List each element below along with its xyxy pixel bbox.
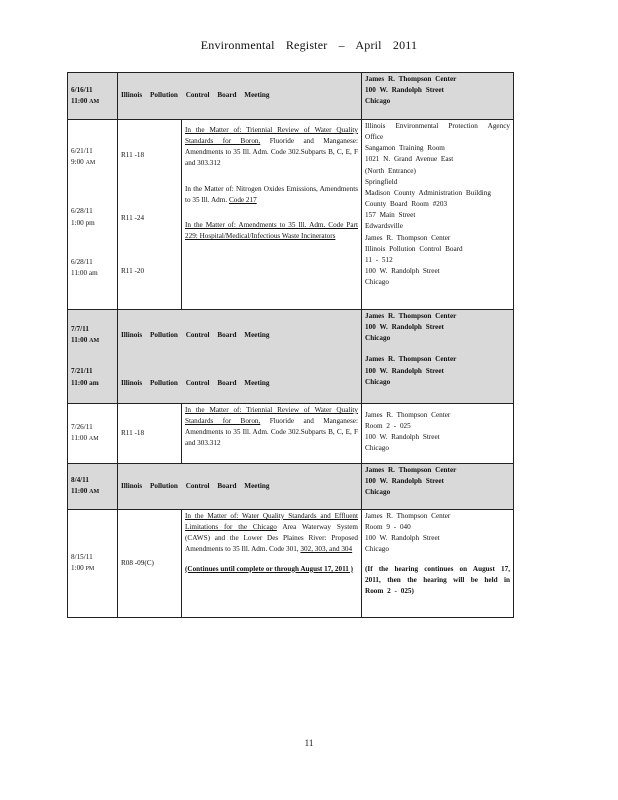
matter-cell: In the Matter of: Triennial Review of Water Quality Standards for Boron, Fluoride and Manganese: Amendments to 35 Ill. Adm. Code 302.Subparts B, C, E, F and 303.312 <box>182 404 362 464</box>
event-date-cell: 7/7/11 11:00 AM 7/21/11 11:00 am <box>68 310 118 404</box>
page-header: Environmental Register – April 2011 <box>200 38 418 52</box>
event-location: James R. Thompson Center 100 W. Randolph Street Chicago <box>362 73 514 120</box>
matter-cell: In the Matter of: Triennial Review of Water Quality Standards for Boron, Fluoride and Manganese: Amendments to 35 Ill. Adm. Code 302.Subparts B, C, E, F and 303.312 In the Matter of: Nitrogen Oxides Emissions, Amendments to 35 Ill. Adm. Code 217 In the Matter of: Amendments to 35 Ill. Adm. Code Part 229: Hospital/Medical/Infectious Waste Incinerators <box>182 120 362 310</box>
event-title: Illinois Pollution Control Board Meeting <box>118 73 362 120</box>
event-date-cell: 7/26/11 11:00 AM <box>68 404 118 464</box>
event-location: Illinois Environmental Protection Agency Office Sangamon Training Room 1021 N. Grand Avenue East (North Entrance) Springfield Madison County Administration Building County Board Room #203 157 Main Street Edwardsville James R. Thompson Center Illinois Pollution Control Board 11 - 512 100 W. Randolph Street Chicago <box>362 120 514 310</box>
event-title: Illinois Pollution Control Board Meeting <box>118 464 362 510</box>
table-row <box>68 464 514 510</box>
event-location: James R. Thompson Center Room 2 - 025 100 W. Randolph Street Chicago <box>362 404 514 464</box>
event-date-cell: 8/4/11 11:00 AM <box>68 464 118 510</box>
docket-cell: R08 -09(C) <box>118 510 182 618</box>
table-row <box>68 73 514 120</box>
event-location: James R. Thompson Center 100 W. Randolph Street Chicago James R. Thompson Center 100 W. Randolph Street Chicago <box>362 310 514 404</box>
table-row <box>68 510 514 618</box>
event-title: Illinois Pollution Control Board Meeting Illinois Pollution Control Board Meeting <box>118 310 362 404</box>
docket-cell: R11 -18 R11 -24 R11 -20 <box>118 120 182 310</box>
table-row <box>68 120 514 310</box>
table-row <box>68 404 514 464</box>
event-location: James R. Thompson Center Room 9 - 040 100 W. Randolph Street Chicago (If the hearing continues on August 17, 2011, then the hearing will be held in Room 2 - 025) <box>362 510 514 618</box>
docket-cell: R11 -18 <box>118 404 182 464</box>
event-location: James R. Thompson Center 100 W. Randolph Street Chicago <box>362 464 514 510</box>
event-date-cell: 8/15/11 1:00 PM <box>68 510 118 618</box>
matter-cell: In the Matter of: Water Quality Standards and Effluent Limitations for the Chicago Area Waterway System (CAWS) and the Lower Des Plaines River: Proposed Amendments to 35 Ill. Adm. Code 301, 302, 303, and 304 (Continues until complete or through August 17, 2011 ) <box>182 510 362 618</box>
table-row <box>68 310 514 404</box>
page-number: 11 <box>304 738 314 748</box>
events-table <box>67 72 514 618</box>
event-date-cell: 6/21/11 9:00 AM 6/28/11 1:00 pm 6/28/11 11:00 am <box>68 120 118 310</box>
event-date-cell: 6/16/11 11:00 AM <box>68 73 118 120</box>
